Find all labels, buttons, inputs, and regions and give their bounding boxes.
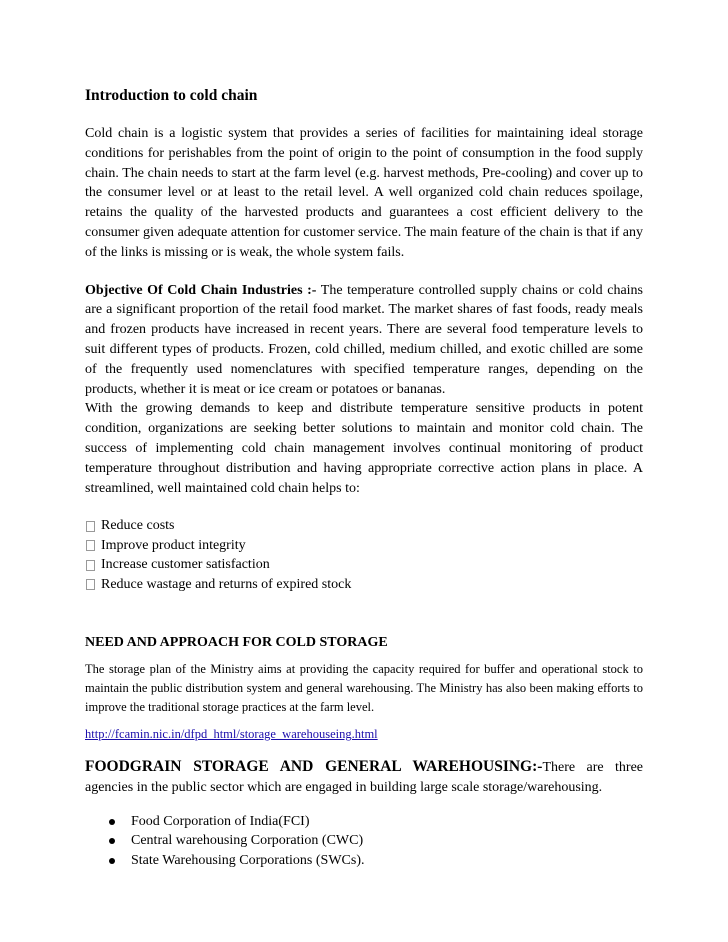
agencies-list [85,812,643,871]
document-page [85,86,643,870]
list-item: Central warehousing Corporation (CWC) [109,831,643,851]
checkbox-glyph-icon [86,579,95,590]
foodgrain-paragraph [85,757,643,798]
need-heading: NEED AND APPROACH FOR COLD STORAGE [85,635,388,651]
benefits-list [85,516,643,594]
list-item: State Warehousing Corporations (SWCs). [109,851,643,871]
list-item: Reduce wastage and returns of expired stock [85,575,643,595]
source-link[interactable]: http://fcamin.nic.in/dfpd_html/storage_warehouseing.html [85,727,378,742]
list-item: Reduce costs [85,516,643,536]
checkbox-glyph-icon [86,540,95,551]
list-item: Increase customer satisfaction [85,555,643,575]
bullet-icon [109,858,115,864]
objective-paragraph [85,281,643,400]
checkbox-glyph-icon [86,521,95,532]
list-item: Food Corporation of India(FCI) [109,812,643,832]
objective-lead: Objective Of Cold Chain Industries :- [85,282,317,298]
bullet-icon [109,819,115,825]
foodgrain-lead: FOODGRAIN STORAGE AND GENERAL WAREHOUSING:- [85,758,543,776]
list-item: Improve product integrity [85,536,643,556]
intro-heading: Introduction to cold chain [85,87,258,104]
objective-text: The temperature controlled supply chains or cold chains are a significant proportion of the retail food market. The market shares of fast foods, ready meals and frozen products have increased in recent years. There are several food temperature levels to suit different types of products. Frozen, cold chilled, medium chilled, and exotic chilled are some of the frequently used nomenclatures with specified temperature ranges, depending on the products, whether it is meat or ice cream or potatoes or bananas. [85,282,643,397]
objective-paragraph-2: With the growing demands to keep and distribute temperature sensitive products in potent condition, organizations are seeking better solutions to maintain and monitor cold chain. The success of implementing cold chain management involves continual monitoring of product temperature throughout distribution and having appropriate corrective action plans in place. A streamlined, well maintained cold chain helps to: [85,401,643,496]
checkbox-glyph-icon [86,560,95,571]
intro-paragraph: Cold chain is a logistic system that provides a series of facilities for maintaining ideal storage conditions for perishables from the point of origin to the point of consumption in the food supply chain. The chain needs to start at the farm level (e.g. harvest methods, Pre-cooling) and cover up to the consumer level or at least to the retail level. A well organized cold chain reduces spoilage, retains the quality of the harvested products and guarantees a cost efficient delivery to the consumer given adequate attention for customer service. The main feature of the chain is that if any of the links is missing or is weak, the whole system fails. [85,126,643,260]
foodgrain-text: There are three agencies in the public sector which are engaged in building large scale storage/warehousing. [85,760,643,796]
bullet-icon [109,838,115,844]
need-paragraph: The storage plan of the Ministry aims at providing the capacity required for buffer and operational stock to maintain the public distribution system and general warehousing. The Ministry has also been making efforts to improve the traditional storage practices at the farm level. [85,662,643,715]
